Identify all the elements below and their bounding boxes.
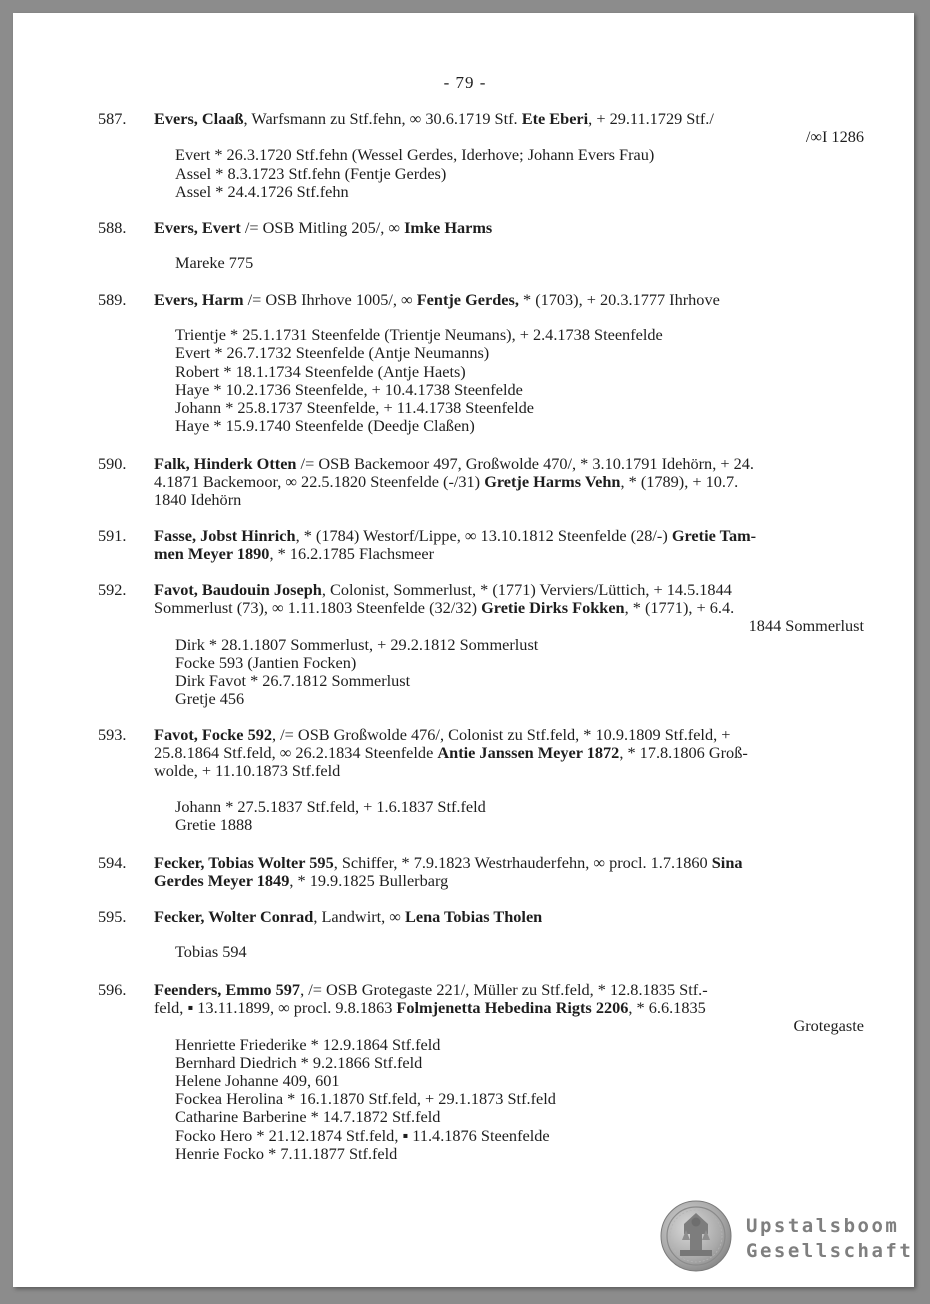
spouse-name: Sina bbox=[711, 853, 743, 872]
entry-591 bbox=[98, 527, 864, 563]
spouse-name: Antie Janssen Meyer 1872 bbox=[437, 743, 620, 763]
child-line: Dirk Favot * 26.7.1812 Sommerlust bbox=[175, 671, 411, 691]
child-line: Helene Johanne 409, 601 bbox=[175, 1071, 340, 1091]
entry-text: , Landwirt, ∞ bbox=[313, 907, 405, 926]
entry-590 bbox=[98, 455, 864, 510]
entry-594 bbox=[98, 854, 864, 890]
entry-line bbox=[154, 455, 864, 473]
children-list bbox=[175, 636, 864, 709]
person-name: Evers, Harm bbox=[154, 290, 244, 309]
child-line: Catharine Barberine * 14.7.1872 Stf.feld bbox=[175, 1107, 441, 1127]
entry-596 bbox=[98, 981, 864, 1163]
entry-number: 596. bbox=[98, 980, 127, 999]
entry-588 bbox=[98, 219, 864, 272]
children-list bbox=[175, 146, 864, 201]
entry-text: , * (1789), + 10.7. bbox=[620, 472, 739, 492]
entry-line bbox=[154, 473, 864, 491]
entry-line bbox=[154, 908, 864, 926]
child-line: Robert * 18.1.1734 Steenfelde (Antje Haets) bbox=[175, 361, 466, 381]
spouse-name: Lena Tobias Tholen bbox=[404, 907, 543, 926]
children-list bbox=[175, 1036, 864, 1163]
logo-line: Gesellschaft bbox=[746, 1240, 914, 1262]
entry-number: 590. bbox=[98, 454, 127, 473]
child-line: Gretie 1888 bbox=[175, 814, 253, 834]
entry-text: Sommerlust (73), ∞ 1.11.1803 Steenfelde (32/32) bbox=[154, 598, 482, 618]
children-list bbox=[175, 254, 864, 272]
entry-589 bbox=[98, 291, 864, 435]
child-line: Trientje * 25.1.1731 Steenfelde (Trientje Neumans), + 2.4.1738 Steenfelde bbox=[175, 325, 663, 345]
entry-text: , /= OSB Grotegaste 221/, Müller zu Stf.feld, * 12.8.1835 Stf.- bbox=[300, 980, 708, 999]
entry-592 bbox=[98, 581, 864, 708]
child-line: Dirk * 28.1.1807 Sommerlust, + 29.2.1812 Sommerlust bbox=[175, 634, 539, 654]
entry-continuation: 1844 Sommerlust bbox=[748, 616, 864, 636]
entry-continuation: /∞I 1286 bbox=[805, 127, 864, 147]
child-line: Henrie Focko * 7.11.1877 Stf.feld bbox=[175, 1143, 398, 1163]
entry-text: , /= OSB Großwolde 476/, Colonist zu Stf.feld, * 10.9.1809 Stf.feld, + bbox=[272, 725, 731, 744]
child-line: Tobias 594 bbox=[175, 942, 247, 962]
entry-587 bbox=[98, 110, 864, 201]
entry-number: 595. bbox=[98, 907, 127, 926]
entry-text: 25.8.1864 Stf.feld, ∞ 26.2.1834 Steenfelde bbox=[154, 743, 438, 763]
child-line: Henriette Friederike * 12.9.1864 Stf.feld bbox=[175, 1034, 441, 1054]
entry-text: feld, ▪ 13.11.1899, ∞ procl. 9.8.1863 bbox=[154, 998, 397, 1018]
child-line: Haye * 15.9.1740 Steenfelde (Deedje Claßen) bbox=[175, 416, 475, 436]
entry-text: , * 17.8.1806 Groß- bbox=[619, 743, 748, 763]
entry-line bbox=[154, 981, 864, 999]
entry-line bbox=[154, 291, 864, 309]
spouse-name: Gretie Dirks Fokken bbox=[481, 598, 625, 618]
entry-number: 591. bbox=[98, 526, 127, 545]
person-name: Fecker, Wolter Conrad bbox=[154, 907, 314, 926]
spouse-name: Imke Harms bbox=[404, 218, 493, 237]
entry-number: 594. bbox=[98, 853, 127, 872]
entry-continuation: Grotegaste bbox=[793, 1016, 864, 1036]
entry-number: 587. bbox=[98, 109, 127, 128]
person-name: Fecker, Tobias Wolter 595 bbox=[154, 853, 334, 872]
child-line: Johann * 27.5.1837 Stf.feld, + 1.6.1837 Stf.feld bbox=[175, 796, 486, 816]
logo-line: Upstalsboom bbox=[746, 1215, 900, 1237]
entry-text: , * 19.9.1825 Bullerbarg bbox=[289, 871, 449, 891]
entry-number: 592. bbox=[98, 580, 127, 599]
child-line: Evert * 26.3.1720 Stf.fehn (Wessel Gerdes, Iderhove; Johann Evers Frau) bbox=[175, 145, 655, 165]
child-line: Mareke 775 bbox=[175, 253, 254, 273]
entry-line: 1840 Idehörn bbox=[154, 490, 242, 510]
entry-line bbox=[154, 545, 864, 563]
spouse-name: men Meyer 1890 bbox=[154, 544, 270, 564]
entry-text: , * 6.6.1835 bbox=[628, 998, 706, 1018]
entry-line bbox=[154, 854, 864, 872]
entry-text: , * (1784) Westorf/Lippe, ∞ 13.10.1812 Steenfelde (28/-) bbox=[295, 526, 672, 545]
entry-text: , * (1771), + 6.4. bbox=[624, 598, 735, 618]
entry-line bbox=[154, 527, 864, 545]
entry-line bbox=[154, 110, 864, 128]
entry-text: , Warfsmann zu Stf.fehn, ∞ 30.6.1719 Stf. bbox=[243, 109, 522, 128]
child-line: Assel * 8.3.1723 Stf.fehn (Fentje Gerdes) bbox=[175, 163, 447, 183]
entry-text: * (1703), + 20.3.1777 Ihrhove bbox=[518, 290, 720, 309]
entry-number: 588. bbox=[98, 218, 127, 237]
entry-line bbox=[154, 744, 864, 762]
entry-line bbox=[154, 999, 864, 1017]
entry-line bbox=[154, 726, 864, 744]
entry-text: /= OSB Ihrhove 1005/, ∞ bbox=[243, 290, 417, 309]
page-number: - 79 - bbox=[443, 73, 487, 92]
person-name: Favot, Focke 592 bbox=[154, 725, 273, 744]
child-line: Focke 593 (Jantien Focken) bbox=[175, 652, 357, 672]
entry-text: , * 16.2.1785 Flachsmeer bbox=[269, 544, 435, 564]
entry-text: 4.1871 Backemoor, ∞ 22.5.1820 Steenfelde (-/31) bbox=[154, 472, 485, 492]
society-logo-text bbox=[746, 1214, 913, 1264]
entry-text: , + 29.11.1729 Stf./ bbox=[588, 109, 714, 128]
entry-text: /= OSB Mitling 205/, ∞ bbox=[240, 218, 405, 237]
spouse-name: Gretje Harms Vehn bbox=[484, 472, 621, 492]
entry-593 bbox=[98, 726, 864, 834]
child-line: Evert * 26.7.1732 Steenfelde (Antje Neumanns) bbox=[175, 343, 490, 363]
entry-line bbox=[154, 599, 864, 617]
child-line: Haye * 10.2.1736 Steenfelde, + 10.4.1738 Steenfelde bbox=[175, 379, 523, 399]
spouse-name: Fentje Gerdes, bbox=[416, 290, 519, 309]
person-name: Fasse, Jobst Hinrich bbox=[154, 526, 296, 545]
person-name: Feenders, Emmo 597 bbox=[154, 980, 301, 999]
person-name: Favot, Baudouin Joseph bbox=[154, 580, 322, 599]
entry-text: , Colonist, Sommerlust, * (1771) Verviers/Lüttich, + 14.5.1844 bbox=[321, 580, 732, 599]
spouse-name: Ete Eberi bbox=[521, 109, 589, 128]
spouse-name: Folmjenetta Hebedina Rigts 2206 bbox=[396, 998, 629, 1018]
entry-line: wolde, + 11.10.1873 Stf.feld bbox=[154, 761, 341, 781]
entry-text: , Schiffer, * 7.9.1823 Westrhauderfehn, ∞ procl. 1.7.1860 bbox=[333, 853, 712, 872]
person-name: Evers, Claaß bbox=[154, 109, 244, 128]
entry-text: /= OSB Backemoor 497, Großwolde 470/, * 3.10.1791 Idehörn, + 24. bbox=[296, 454, 754, 473]
child-line: Assel * 24.4.1726 Stf.fehn bbox=[175, 181, 349, 201]
entry-line bbox=[154, 872, 864, 890]
child-line: Gretje 456 bbox=[175, 689, 245, 709]
spouse-name: Gretie Tam- bbox=[671, 526, 757, 545]
entry-595 bbox=[98, 908, 864, 961]
child-line: Focko Hero * 21.12.1874 Stf.feld, ▪ 11.4.1876 Steenfelde bbox=[175, 1125, 550, 1145]
person-name: Evers, Evert bbox=[154, 218, 241, 237]
child-line: Johann * 25.8.1737 Steenfelde, + 11.4.1738 Steenfelde bbox=[175, 398, 535, 418]
person-name: Falk, Hinderk Otten bbox=[154, 454, 297, 473]
entry-line bbox=[154, 219, 864, 237]
entry-number: 593. bbox=[98, 725, 127, 744]
entry-number: 589. bbox=[98, 290, 127, 309]
entry-line bbox=[154, 581, 864, 599]
children-list bbox=[175, 798, 864, 834]
children-list bbox=[175, 943, 864, 961]
children-list bbox=[175, 326, 864, 435]
child-line: Bernhard Diedrich * 9.2.1866 Stf.feld bbox=[175, 1052, 423, 1072]
seal-emblem bbox=[660, 1200, 732, 1272]
child-line: Fockea Herolina * 16.1.1870 Stf.feld, + 29.1.1873 Stf.feld bbox=[175, 1089, 556, 1109]
spouse-name: Gerdes Meyer 1849 bbox=[154, 871, 290, 891]
